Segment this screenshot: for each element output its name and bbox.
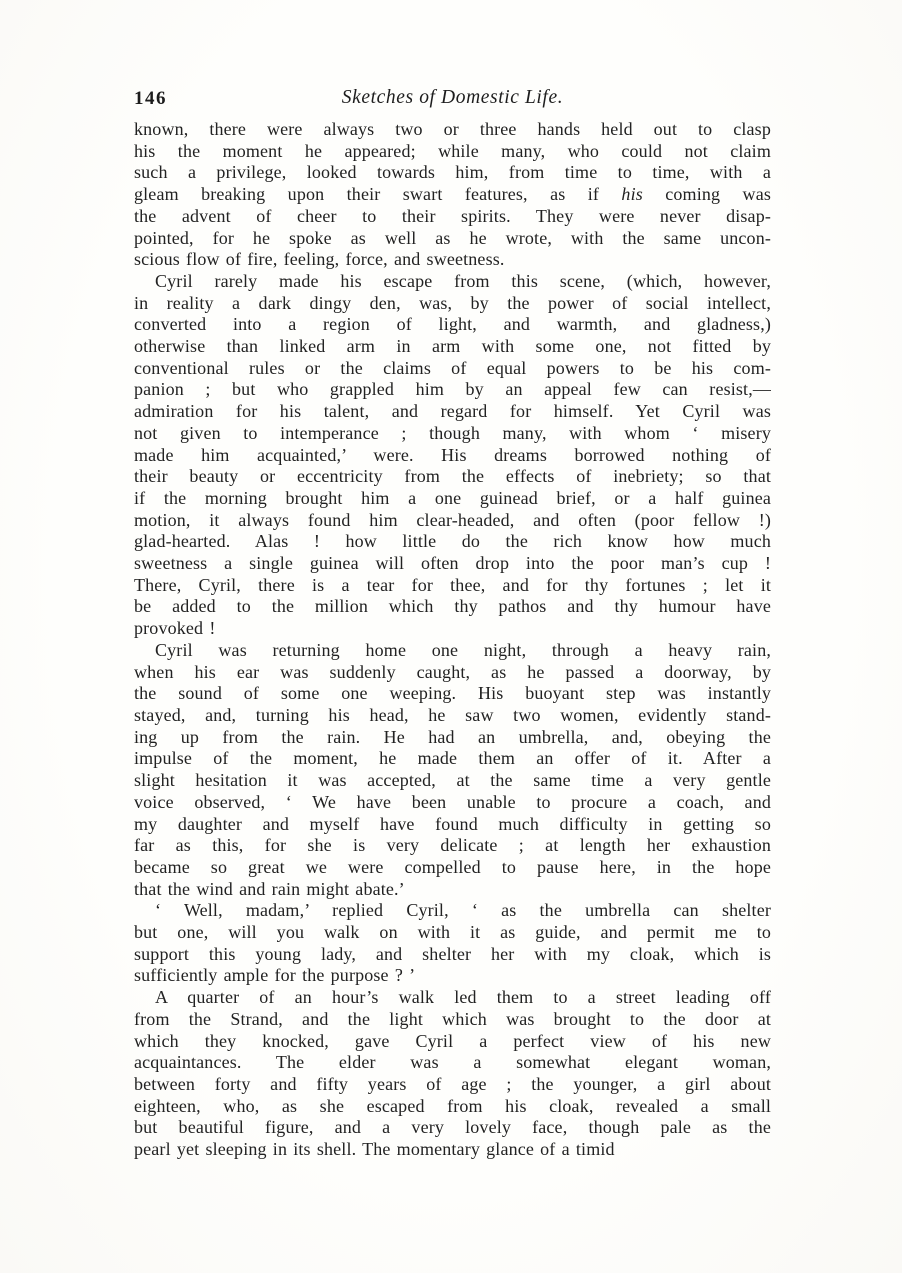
text-column xyxy=(134,119,771,1161)
text-line: in reality a dark dingy den, was, by the power of social intellect, xyxy=(134,292,771,313)
text-line: A quarter of an hour’s walk led them to a street leading off xyxy=(155,987,771,1008)
text-line: my daughter and myself have found much difficulty in getting so xyxy=(134,813,771,834)
paragraph xyxy=(134,119,771,271)
text-line: such a privilege, looked towards him, from time to time, with a xyxy=(134,162,771,183)
text-line: Cyril rarely made his escape from this scene, (which, however, xyxy=(155,270,771,291)
page-number: 146 xyxy=(134,88,167,109)
text-line: when his ear was suddenly caught, as he passed a doorway, by xyxy=(134,661,771,682)
text-line: eighteen, who, as she escaped from his cloak, revealed a small xyxy=(134,1095,771,1116)
text-line: that the wind and rain might abate.’ xyxy=(134,878,405,899)
text-line: their beauty or eccentricity from the effects of inebriety; so that xyxy=(134,466,771,487)
text-line: glad-hearted. Alas ! how little do the rich know how much xyxy=(134,531,771,552)
text-line: far as this, for she is very delicate ; at length her exhaustion xyxy=(134,835,771,856)
text-line: known, there were always two or three hands held out to clasp xyxy=(134,119,771,139)
text-line: otherwise than linked arm in arm with some one, not fitted by xyxy=(134,336,771,357)
paragraph xyxy=(134,987,771,1161)
text-line: but one, will you walk on with it as guide, and permit me to xyxy=(134,922,771,943)
page-header xyxy=(134,87,771,113)
text-line: sufficiently ample for the purpose ? ’ xyxy=(134,965,416,986)
text-line: the sound of some one weeping. His buoyant step was instantly xyxy=(134,683,771,704)
text-line: pearl yet sleeping in its shell. The momentary glance of a timid xyxy=(134,1139,615,1160)
text-line: became so great we were compelled to pause here, in the hope xyxy=(134,856,771,877)
text-line: There, Cyril, there is a tear for thee, and for thy fortunes ; let it xyxy=(134,574,771,595)
text-line: motion, it always found him clear-headed, and often (poor fellow !) xyxy=(134,509,771,530)
text-line: Cyril was returning home one night, through a heavy rain, xyxy=(155,639,771,660)
text-line: slight hesitation it was accepted, at the same time a very gentle xyxy=(134,770,771,791)
text-line: which they knocked, gave Cyril a perfect view of his new xyxy=(134,1030,771,1051)
paragraph xyxy=(134,640,771,900)
text-line: made him acquainted,’ were. His dreams borrowed nothing of xyxy=(134,444,771,465)
paragraph xyxy=(134,271,771,640)
text-line: sweetness a single guinea will often drop into the poor man’s cup ! xyxy=(134,553,771,574)
text-line: impulse of the moment, he made them an offer of it. After a xyxy=(134,748,771,769)
text-line: the advent of cheer to their spirits. They were never disap- xyxy=(134,205,771,226)
text-line: his the moment he appeared; while many, who could not claim xyxy=(134,140,771,161)
text-line: conventional rules or the claims of equal powers to be his com- xyxy=(134,357,771,378)
text-line: gleam breaking upon their swart features, as if his coming was xyxy=(134,184,771,205)
text-line: converted into a region of light, and warmth, and gladness,) xyxy=(134,314,771,335)
text-line: from the Strand, and the light which was brought to the door at xyxy=(134,1008,771,1029)
text-line: panion ; but who grappled him by an appeal few can resist,— xyxy=(134,379,771,400)
text-line: between forty and fifty years of age ; the younger, a girl about xyxy=(134,1073,771,1094)
paragraph xyxy=(134,900,771,987)
text-line: acquaintances. The elder was a somewhat elegant woman, xyxy=(134,1052,771,1073)
text-line: scious flow of fire, feeling, force, and sweetness. xyxy=(134,249,505,270)
text-line: pointed, for he spoke as well as he wrote, with the same uncon- xyxy=(134,227,771,248)
text-line: ing up from the rain. He had an umbrella, and, obeying the xyxy=(134,726,771,747)
text-line: if the morning brought him a one guinead brief, or a half guinea xyxy=(134,487,771,508)
text-line: ‘ Well, madam,’ replied Cyril, ‘ as the umbrella can shelter xyxy=(155,900,771,921)
text-line: but beautiful figure, and a very lovely face, though pale as the xyxy=(134,1117,771,1138)
text-line: provoked ! xyxy=(134,618,216,639)
text-line: not given to intemperance ; though many, with whom ‘ misery xyxy=(134,422,771,443)
text-line: stayed, and, turning his head, he saw two women, evidently stand- xyxy=(134,704,771,725)
running-title: Sketches of Domestic Life. xyxy=(341,87,564,108)
text-line: support this young lady, and shelter her with my cloak, which is xyxy=(134,943,771,964)
text-line: voice observed, ‘ We have been unable to procure a coach, and xyxy=(134,791,771,812)
text-line: be added to the million which thy pathos and thy humour have xyxy=(134,596,771,617)
text-line: admiration for his talent, and regard for himself. Yet Cyril was xyxy=(134,401,771,422)
